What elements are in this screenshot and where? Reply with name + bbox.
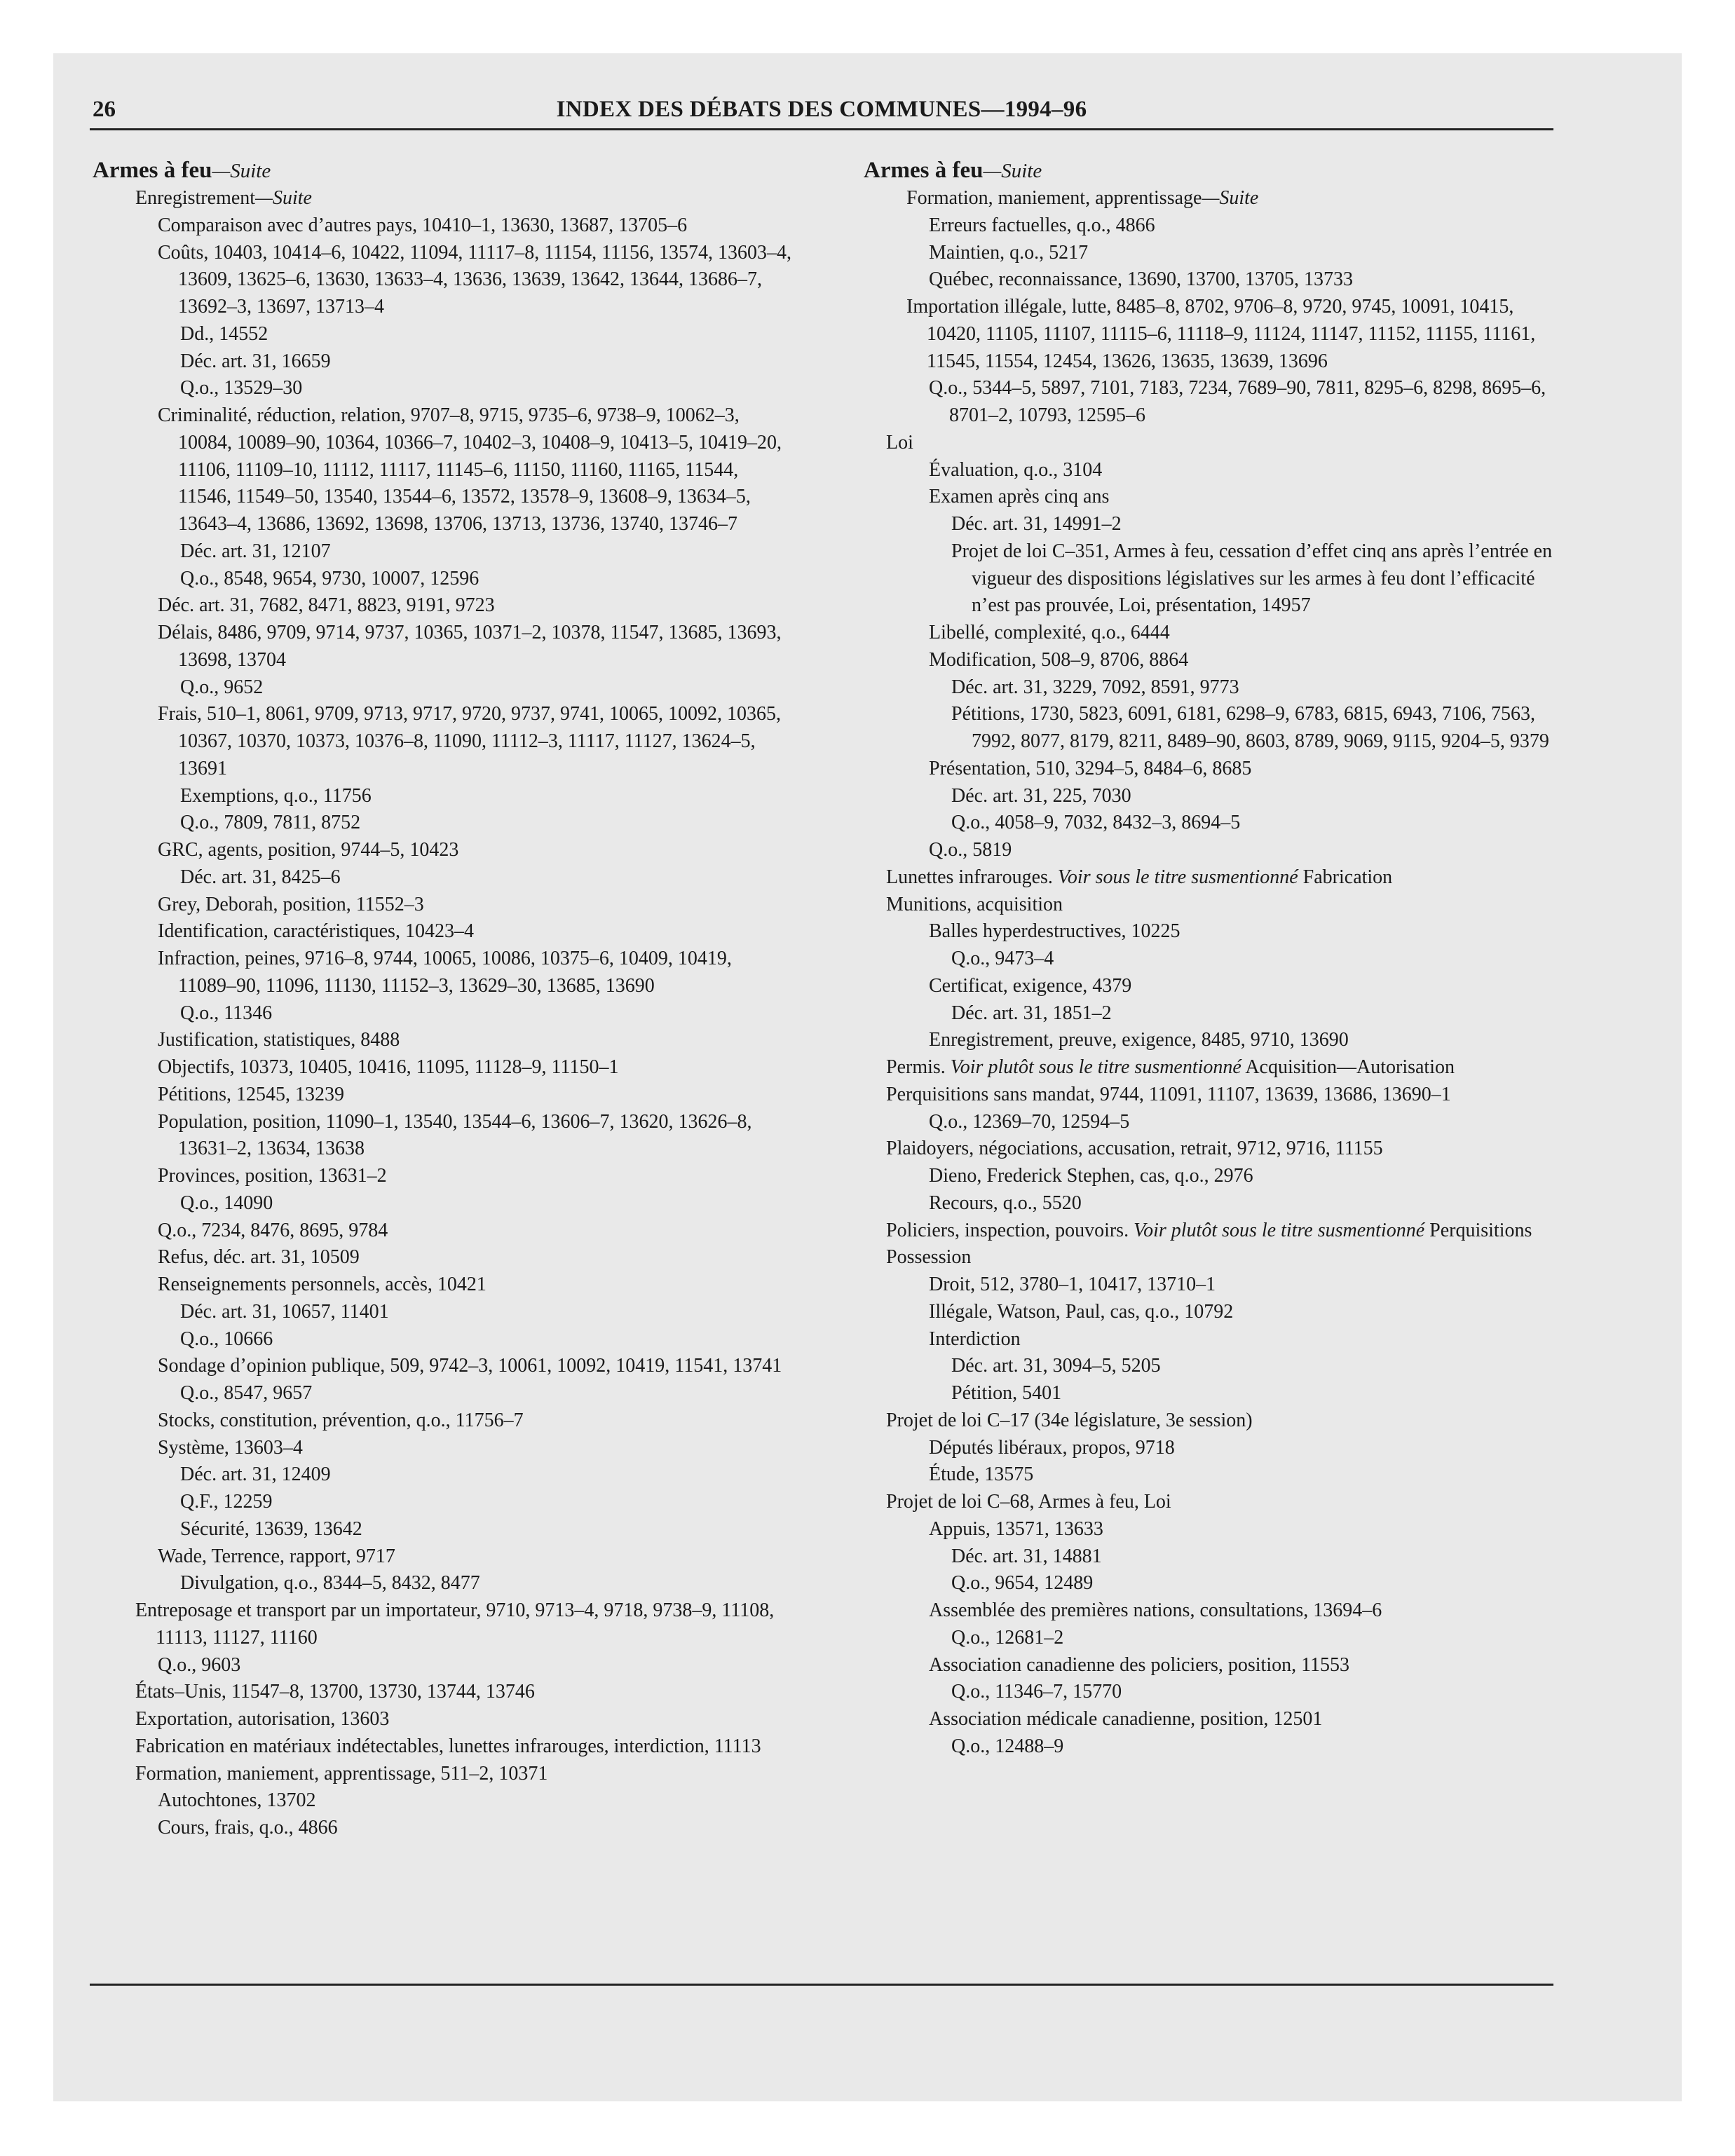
index-entry: Délais, 8486, 9709, 9714, 9737, 10365, 10371–2, 10378, 11547, 13685, 13693, 13698, 13704 [158,622,782,671]
index-entry: Exportation, autorisation, 13603 [135,1708,390,1730]
index-entry: Q.o., 12488–9 [951,1735,1064,1757]
index-entry: Objectifs, 10373, 10405, 10416, 11095, 11128–9, 11150–1 [158,1056,619,1078]
index-entry: Q.o., 9603 [158,1653,241,1676]
index-entry: Déc. art. 31, 12409 [180,1464,331,1486]
running-title: INDEX DES DÉBATS DES COMMUNES—1994–96 [556,97,1087,122]
index-entry: Coûts, 10403, 10414–6, 10422, 11094, 11117–8, 11154, 11156, 13574, 13603–4, 13609, 13625–6, 13630, 13633–4, 13636, 13639, 13642, 13644, 13686–7, 13692–3, 13697, 13713–4 [158,241,792,318]
index-entry: Autochtones, 13702 [158,1789,316,1812]
index-entry: Permis. Voir plutôt sous le titre susmentionné Acquisition—Autorisation [886,1056,1455,1078]
index-entry: Déc. art. 31, 14881 [951,1545,1102,1567]
index-entry: Présentation, 510, 3294–5, 8484–6, 8685 [929,757,1252,779]
index-entry: Déc. art. 31, 7682, 8471, 8823, 9191, 9723 [158,594,495,617]
index-entry: Dieno, Frederick Stephen, cas, q.o., 2976 [929,1165,1253,1187]
index-entry: Perquisitions sans mandat, 9744, 11091, 11107, 13639, 13686, 13690–1 [886,1083,1451,1105]
index-entry: Sondage d’opinion publique, 509, 9742–3, 10061, 10092, 10419, 11541, 13741 [158,1355,782,1377]
index-entry: Possession [886,1246,972,1269]
index-entry: Déc. art. 31, 225, 7030 [951,784,1131,807]
index-entry: Q.o., 9652 [180,676,264,698]
index-entry: Projet de loi C–351, Armes à feu, cessation d’effet cinq ans après l’entrée en vigueur des dispositions législatives sur les armes à feu dont l’efficacité n’est pas prouvée, Loi, présentation, 14957 [951,540,1553,617]
index-entry: Erreurs factuelles, q.o., 4866 [929,214,1155,236]
index-entry: Association médicale canadienne, position, 12501 [929,1708,1323,1730]
index-entry: Déc. art. 31, 8425–6 [180,866,341,888]
index-entry: Étude, 13575 [929,1464,1034,1486]
header-rule [90,128,1553,130]
index-entry: Identification, caractéristiques, 10423–4 [158,920,474,943]
index-entry: Déc. art. 31, 12107 [180,540,331,562]
index-entry: Q.o., 4058–9, 7032, 8432–3, 8694–5 [951,812,1241,834]
index-entry: Plaidoyers, négociations, accusation, retrait, 9712, 9716, 11155 [886,1138,1383,1160]
index-entry: Q.o., 5344–5, 5897, 7101, 7183, 7234, 7689–90, 7811, 8295–6, 8298, 8695–6, 8701–2, 10793, 12595–6 [929,377,1546,426]
index-entry: Déc. art. 31, 3094–5, 5205 [951,1355,1161,1377]
index-entry: Q.o., 11346–7, 15770 [951,1681,1122,1703]
index-entry: Fabrication en matériaux indétectables, lunettes infrarouges, interdiction, 11113 [135,1735,761,1757]
index-entry: Q.o., 9473–4 [951,948,1054,969]
index-entries [864,185,1565,1761]
index-entry: Grey, Deborah, position, 11552–3 [158,893,424,915]
index-entry: Criminalité, réduction, relation, 9707–8, 9715, 9735–6, 9738–9, 10062–3, 10084, 10089–90, 10364, 10366–7, 10402–3, 10408–9, 10413–5, 10419–20, 11106, 11109–10, 11112, 11117, 11145–6, 11150, 11160, 11165, 11544, 11546, 11549–50, 13540, 13544–6, 13572, 13578–9, 13608–9, 13634–5, 13643–4, 13686, 13692, 13698, 13706, 13713, 13736, 13740, 13746–7 [158,404,782,535]
column-heading: Armes à feu—Suite [864,158,1042,183]
index-entry: Q.o., 5819 [929,839,1012,861]
index-entry: Loi [886,431,913,453]
index-entry: Formation, maniement, apprentissage—Suite [906,187,1259,209]
index-entry: Formation, maniement, apprentissage, 511–2, 10371 [135,1762,548,1785]
index-entry: Sécurité, 13639, 13642 [180,1517,362,1540]
index-entry: Q.o., 8547, 9657 [180,1382,313,1404]
index-entry: Exemptions, q.o., 11756 [180,784,372,807]
index-entry: Déc. art. 31, 1851–2 [951,1002,1112,1024]
index-entry: Interdiction [929,1328,1021,1350]
index-entry: Système, 13603–4 [158,1436,303,1459]
index-entry: Q.o., 7809, 7811, 8752 [180,812,361,834]
page-number: 26 [93,97,116,122]
left-column [93,157,794,1842]
index-entry: Enregistrement—Suite [135,187,312,209]
index-entry: Modification, 508–9, 8706, 8864 [929,648,1189,671]
index-entry: Québec, reconnaissance, 13690, 13700, 13705, 13733 [929,268,1353,291]
index-entry: Assemblée des premières nations, consultations, 13694–6 [929,1599,1382,1621]
index-entry: Policiers, inspection, pouvoirs. Voir plutôt sous le titre susmentionné Perquisitions [886,1219,1532,1241]
index-entry: GRC, agents, position, 9744–5, 10423 [158,839,459,861]
index-entry: Évaluation, q.o., 3104 [929,458,1103,481]
index-entry: Projet de loi C–68, Armes à feu, Loi [886,1491,1171,1513]
index-entry: Comparaison avec d’autres pays, 10410–1, 13630, 13687, 13705–6 [158,214,688,236]
index-entry: Q.o., 8548, 9654, 9730, 10007, 12596 [180,567,479,589]
index-entries [93,185,794,1842]
index-entry: Q.o., 12681–2 [951,1626,1064,1649]
index-entry: Association canadienne des policiers, position, 11553 [929,1653,1350,1676]
index-entry: Stocks, constitution, prévention, q.o., 11756–7 [158,1409,524,1431]
index-entry: Pétitions, 1730, 5823, 6091, 6181, 6298–9, 6783, 6815, 6943, 7106, 7563, 7992, 8077, 8179, 8211, 8489–90, 8603, 8789, 9069, 9115, 9204–5, 9379 [951,703,1549,752]
index-entry: Déc. art. 31, 10657, 11401 [180,1300,389,1323]
index-entry: Recours, q.o., 5520 [929,1192,1082,1214]
index-entry: Lunettes infrarouges. Voir sous le titre susmentionné Fabrication [886,866,1393,888]
index-entry: Justification, statistiques, 8488 [158,1029,400,1051]
index-entry: Pétition, 5401 [951,1382,1062,1404]
index-entry: Importation illégale, lutte, 8485–8, 8702, 9706–8, 9720, 9745, 10091, 10415, 10420, 11105, 11107, 11115–6, 11118–9, 11124, 11147, 11152, 11155, 11161, 11545, 11554, 12454, 13626, 13635, 13639, 13696 [906,296,1536,372]
index-entry: Cours, frais, q.o., 4866 [158,1817,338,1838]
index-entry: Libellé, complexité, q.o., 6444 [929,622,1170,643]
index-entry: Balles hyperdestructives, 10225 [929,920,1181,943]
index-entry: Q.o., 9654, 12489 [951,1572,1094,1595]
index-entry: Munitions, acquisition [886,893,1063,915]
index-entry: Q.o., 10666 [180,1328,273,1350]
index-entry: États–Unis, 11547–8, 13700, 13730, 13744, 13746 [135,1681,535,1703]
index-entry: Certificat, exigence, 4379 [929,974,1132,997]
index-entry: Dd., 14552 [180,322,268,345]
index-entry: Déc. art. 31, 3229, 7092, 8591, 9773 [951,676,1239,698]
index-entry: Q.F., 12259 [180,1491,273,1513]
index-entry: Frais, 510–1, 8061, 9709, 9713, 9717, 9720, 9737, 9741, 10065, 10092, 10365, 10367, 10370, 10373, 10376–8, 11090, 11112–3, 11117, 11127, 13624–5, 13691 [158,703,781,779]
index-entry: Enregistrement, preuve, exigence, 8485, 9710, 13690 [929,1029,1349,1051]
index-entry: Population, position, 11090–1, 13540, 13544–6, 13606–7, 13620, 13626–8, 13631–2, 13634, 13638 [158,1110,752,1160]
index-entry: Refus, déc. art. 31, 10509 [158,1246,360,1269]
index-entry: Pétitions, 12545, 13239 [158,1083,345,1105]
index-entry: Wade, Terrence, rapport, 9717 [158,1545,395,1567]
index-entry: Q.o., 14090 [180,1192,273,1214]
index-entry: Examen après cinq ans [929,486,1110,508]
index-entry: Déc. art. 31, 16659 [180,350,331,372]
footer-rule [90,1984,1553,1986]
index-entry: Droit, 512, 3780–1, 10417, 13710–1 [929,1274,1216,1295]
index-entry: Déc. art. 31, 14991–2 [951,513,1122,535]
index-entry: Appuis, 13571, 13633 [929,1517,1103,1540]
index-entry: Q.o., 12369–70, 12594–5 [929,1110,1130,1133]
right-column [864,157,1565,1761]
index-entry: Maintien, q.o., 5217 [929,241,1089,264]
column-heading: Armes à feu—Suite [93,158,271,183]
index-entry: Renseignements personnels, accès, 10421 [158,1274,487,1295]
index-entry: Entreposage et transport par un importateur, 9710, 9713–4, 9718, 9738–9, 11108, 11113, 11127, 11160 [135,1599,775,1649]
index-entry: Illégale, Watson, Paul, cas, q.o., 10792 [929,1300,1234,1323]
page-header [93,97,1551,128]
index-entry: Projet de loi C–17 (34e législature, 3e session) [886,1409,1253,1431]
index-entry: Infraction, peines, 9716–8, 9744, 10065, 10086, 10375–6, 10409, 10419, 11089–90, 11096, 11130, 11152–3, 13629–30, 13685, 13690 [158,948,732,997]
index-entry: Provinces, position, 13631–2 [158,1165,387,1187]
index-entry: Q.o., 11346 [180,1002,273,1024]
index-entry: Divulgation, q.o., 8344–5, 8432, 8477 [180,1572,480,1595]
index-entry: Q.o., 7234, 8476, 8695, 9784 [158,1219,388,1241]
index-entry: Q.o., 13529–30 [180,377,303,400]
index-entry: Députés libéraux, propos, 9718 [929,1436,1175,1459]
